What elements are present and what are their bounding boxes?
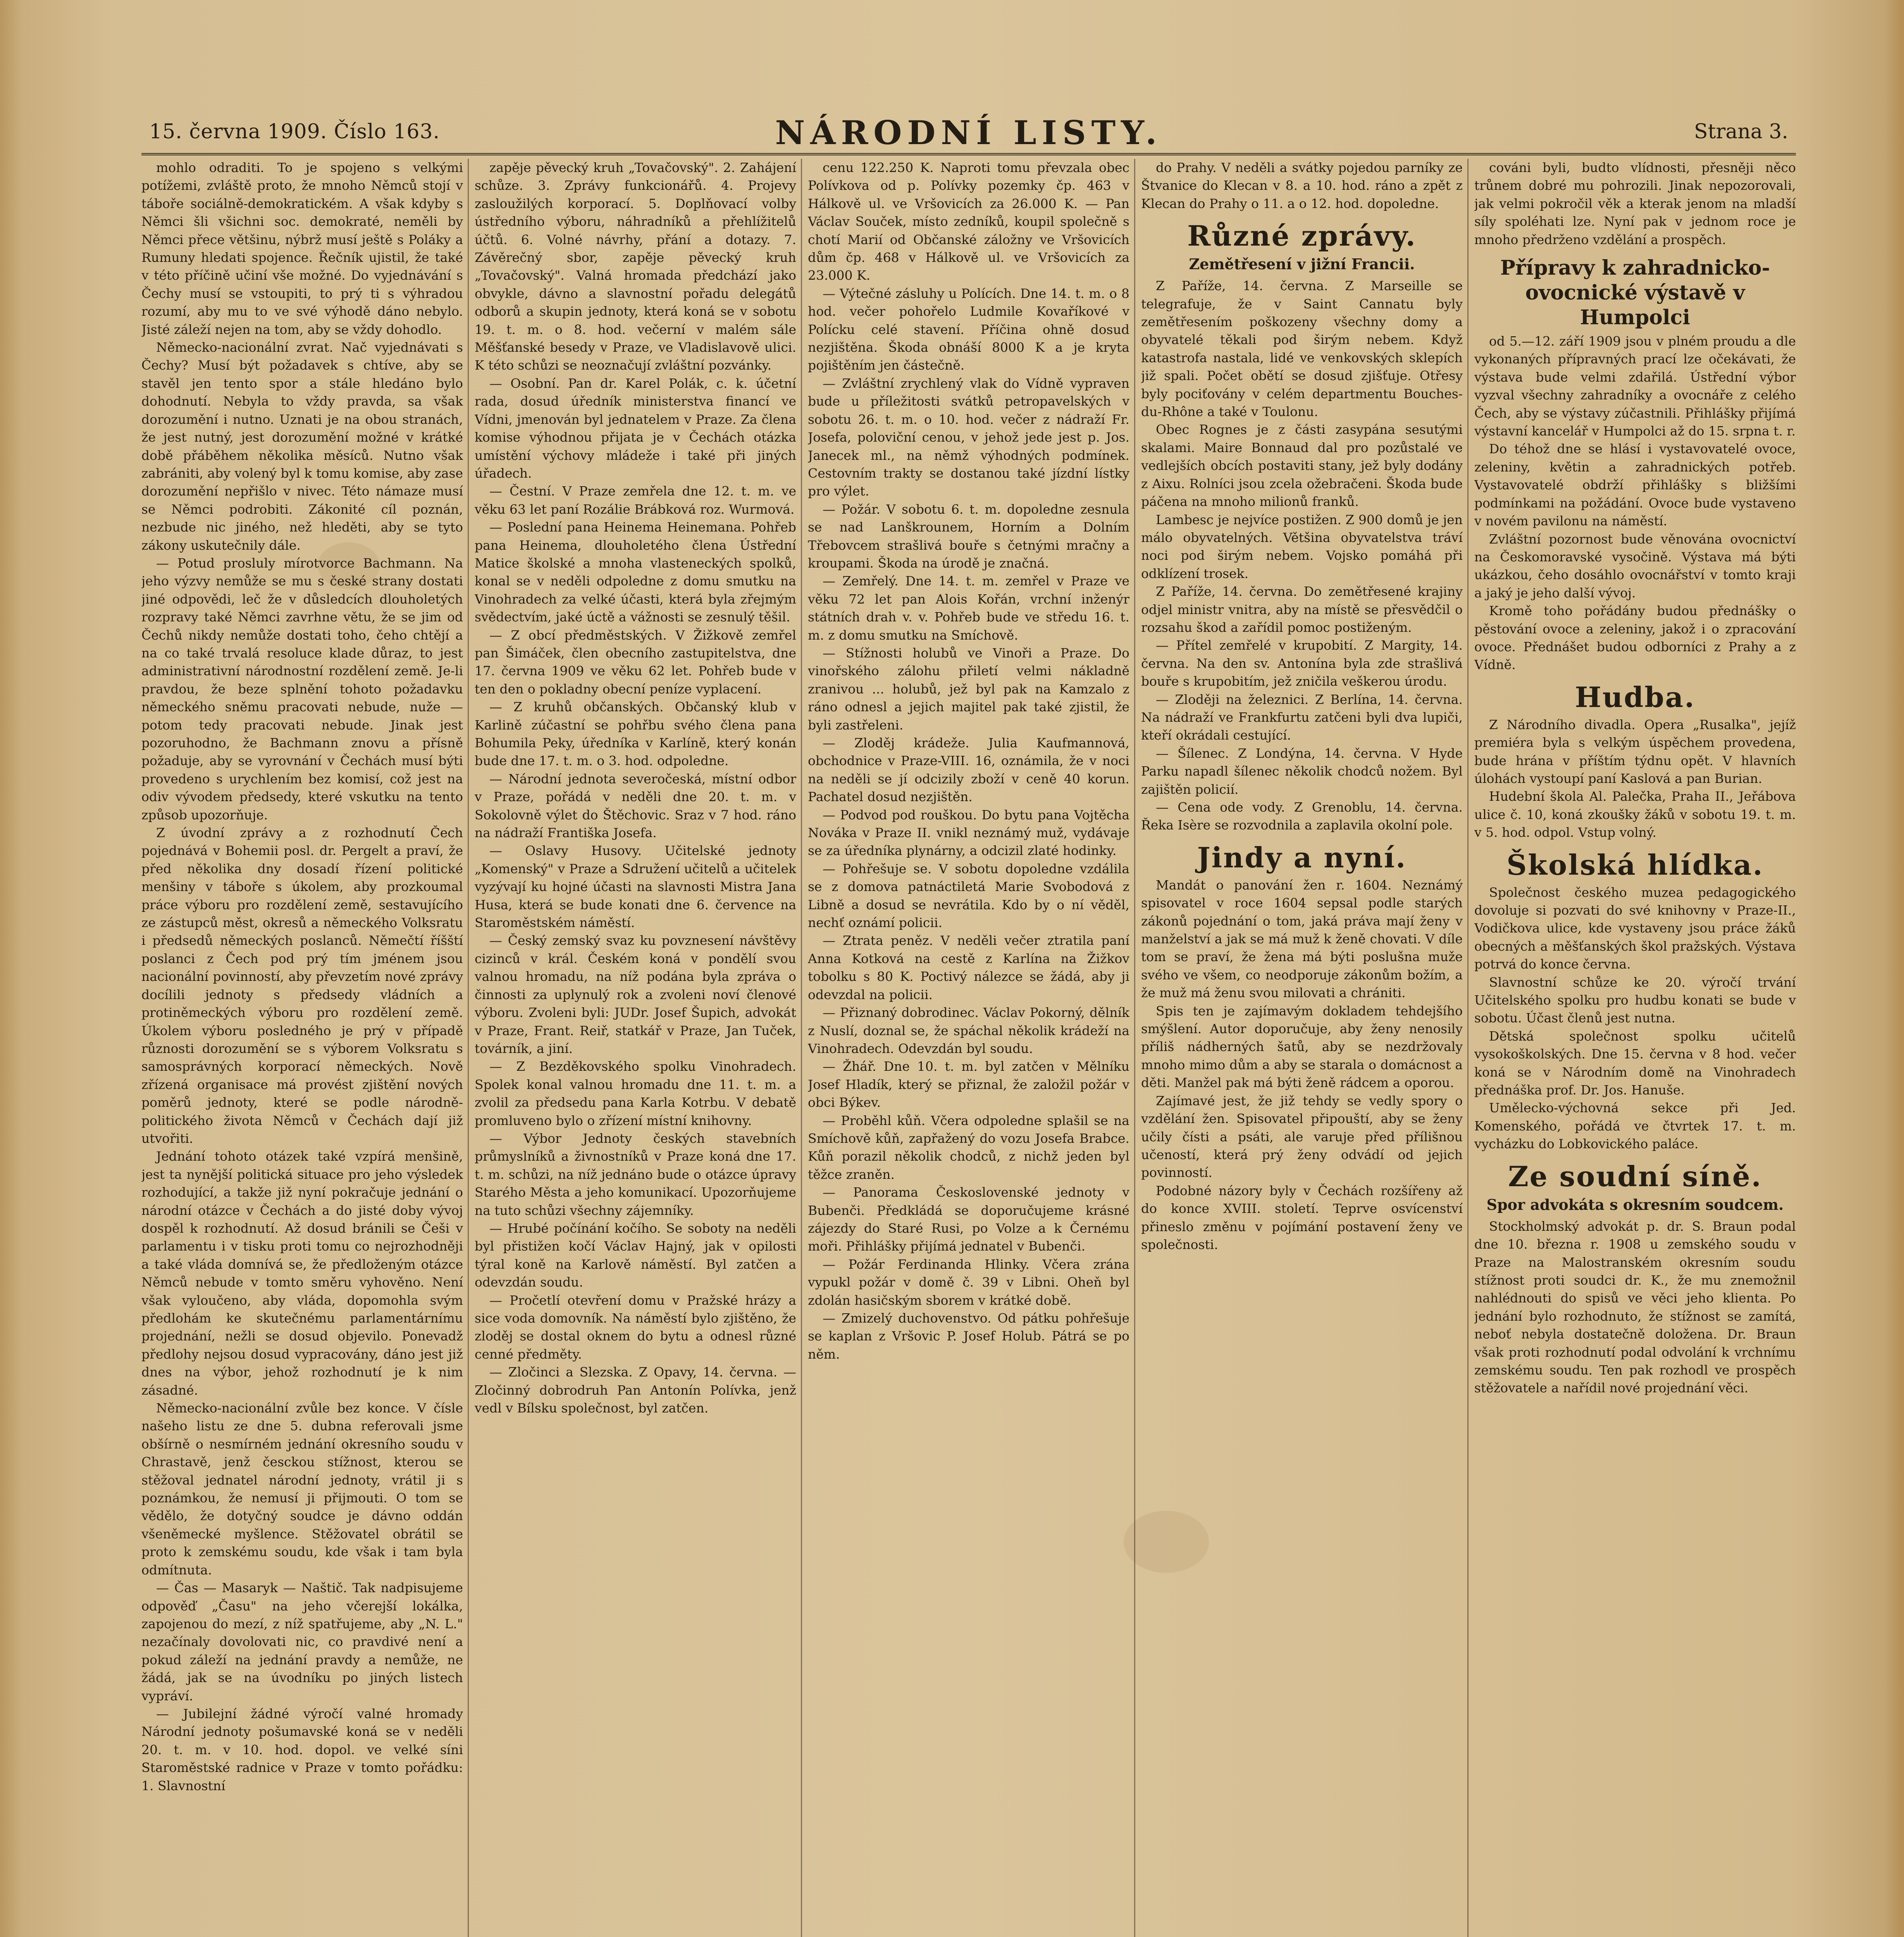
article-paragraph: Hudební škola Al. Palečka, Praha II., Jeřábova ulice č. 10, koná zkoušky žáků v sobotu 19. t. m. v 5. hod. odpol. Vstup volný. bbox=[1474, 789, 1796, 840]
page-header bbox=[141, 110, 1796, 155]
paper-edge-left bbox=[0, 0, 21, 1937]
article-paragraph: — Výtečné zásluhy u Polících. Dne 14. t. m. o 8 hod. večer pohořelo Ludmile Kovaříkové v Polícku celé stavení. Příčina ohně dosud nezjištěna. Škoda obnáší 8000 K a je kryta pojištěním jen částečně. bbox=[808, 286, 1129, 373]
article-paragraph: Z Paříže, 14. června. Z Marseille se telegrafuje, že v Saint Cannatu byly zemětřesením poškozeny všechny domy a obyvatelé těkali pod širým nebem. Když katastrofa nastala, lidé ve venkovských sklepích již spali. Počet obětí se dosud zjišťuje. Otřesy byly pociťovány v celém departmentu Bouches-du-Rhône a také v Toulonu. bbox=[1141, 278, 1463, 420]
article-paragraph: Do téhož dne se hlásí i vystavovatelé ovoce, zeleniny, květin a zahradnických potřeb. Vystavovatelé obdrží přihlášky s bližšími podmínkami na požádání. Ovoce bude vystaveno v novém pavilonu na náměstí. bbox=[1474, 441, 1796, 529]
section-heading: Různé zprávy. bbox=[1187, 219, 1417, 253]
article-paragraph: Z Národního divadla. Opera „Rusalka", jejíž premiéra byla s velkým úspěchem provedena, bude hrána v příštím týdnu opět. V hlavních úlohách vystoupí paní Kaslová a pan Burian. bbox=[1474, 717, 1796, 786]
article-paragraph: — Oslavy Husovy. Učitelské jednoty „Komenský" v Praze a Sdružení učitelů a učitelek vyzývají ku hojné účasti na slavnosti Mistra Jana Husa, která se bude konati dne 6. července na Staroměstském náměstí. bbox=[475, 843, 796, 931]
article-paragraph: Mandát o panování žen r. 1604. Neznámý spisovatel v roce 1604 sepsal podle starých zákonů pojednání o tom, jaká práva mají ženy v manželství a jak se má muž k ženě chovati. V díle tom se praví, že žena má býti poslušna muže svého ve všem, co neodporuje zákonům božím, a že muž má ženu svou milovati a chrániti. bbox=[1141, 877, 1463, 1001]
article-paragraph: Zvláštní pozornost bude věnována ovocnictví na Českomoravské vysočině. Výstava má býti ukázkou, čeho dosáhlo ovocnářství v tomto kraji a jaký je jeho další vývoj. bbox=[1474, 531, 1796, 600]
article-paragraph: — Jubilejní žádné výročí valné hromady Národní jednoty pošumavské koná se v neděli 20. t. m. v 10. hod. dopol. ve velké síni Staroměstské radnice v Praze v tomto pořádku: 1. Slavnostní bbox=[141, 1706, 463, 1793]
column-rule bbox=[468, 159, 469, 1937]
article-paragraph: — Přiznaný dobrodinec. Václav Pokorný, dělník z Nuslí, doznal se, že spáchal několik krádeží na Vinohradech. Odevzdán byl soudu. bbox=[808, 1005, 1129, 1056]
column-3 bbox=[808, 159, 1129, 1937]
article-paragraph: Z úvodní zprávy a z rozhodnutí Čech pojednává v Bohemii posl. dr. Pergelt a praví, že před několika dny dosadí řízení politické menšiny v táboře s úkolem, aby prozkoumal práce výboru pro rozdělení země, sestavujícího ze zástupců měst, okresů a německého Volksratu i předsedů německých poslanců. Němečtí říšští poslanci z Čech pod prý tím jménem jsou nacionální povinností, aby převzetím nové zprávy docílili jednoty s předsedy vládních a protiněmeckých výboru pro rozdělení země. Úkolem výboru posledného je prý v případě různosti dorozumění se s výborem Volksratu s samosprávných korporací německých. Nově zřízená organisace má provést zjištění nových poměrů jednoty, které se podle národně-politického života Němců v Čechách dají již utvořiti. bbox=[141, 825, 463, 1146]
article-paragraph: — Zloděj krádeže. Julia Kaufmannová, obchodnice v Praze-VIII. 16, oznámila, že v noci na neděli se jí odcizily zboží v ceně 40 korun. Pachatel dosud nezjištěn. bbox=[808, 735, 1129, 805]
article-paragraph: Kromě toho pořádány budou přednášky o pěstování ovoce a zeleniny, jakož i o zpracování ovoce. Přednášet budou odborníci z Prahy a z Vídně. bbox=[1474, 603, 1796, 673]
paper-edge-right bbox=[1885, 0, 1904, 1937]
article-paragraph: — Zemřelý. Dne 14. t. m. zemřel v Praze ve věku 72 let pan Alois Kořán, vrchní inženýr státních drah v. v. Pohřeb bude ve středu 16. t. m. z domu smutku na Smíchově. bbox=[808, 573, 1129, 643]
article-paragraph: — Pohřešuje se. V sobotu dopoledne vzdálila se z domova patnáctiletá Marie Svobodová z Libně a dosud se nevrátila. Kdo by o ní věděl, nechť oznámí policii. bbox=[808, 861, 1129, 931]
column-rule bbox=[1134, 159, 1135, 1937]
article-paragraph: Dětská společnost spolku učitelů vysokoškolských. Dne 15. června v 8 hod. večer koná se v Národním domě na Vinohradech přednáška prof. Dr. Jos. Hanuše. bbox=[1474, 1028, 1796, 1098]
article-paragraph: Německo-nacionální zvrat. Nač vyjednávati s Čechy? Musí být požadavek s chtíve, aby se stavěl jen tento spor a stále hledáno bylo dohodnutí. Nebyla to vždy pravda, sa však dorozumění i nutno. Uznati je na obou stranách, že jest nutný, jest dorozumění možné v krátké době přáběhem několika měsíců. Nutno však zabrániti, aby volený byl k tomu komise, aby zase dorozumění nepřišlo v nivec. Této námaze musí se Němci podrobiti. Zákonité cíl poznán, nezbude nic jiného, než hleděti, aby se tyto zákony uskutečnily dále. bbox=[141, 340, 463, 553]
section-heading: Jindy a nyní. bbox=[1197, 841, 1407, 874]
article-paragraph: — Poslední pana Heinema Heinemana. Pohřeb pana Heinema, dlouholetého člena Ústřední Matice školské a mnoha vlasteneckých spolků, konal se v neděli odpoledne z domu smutku na Vinohradech za velké účasti, která byla zřejmým svědectvím, jaké úctě a vážnosti se zesnulý těšil. bbox=[475, 520, 796, 625]
article-paragraph: do Prahy. V neděli a svátky pojedou parníky ze Štvanice do Klecan v 8. a 10. hod. ráno a zpět z Klecan do Prahy o 11. a o 12. hod. dopoledne. bbox=[1141, 160, 1463, 211]
section-heading: Hudba. bbox=[1575, 680, 1696, 714]
section-heading: Školská hlídka. bbox=[1506, 848, 1764, 881]
article-paragraph: — Ztrata peněz. V neděli večer ztratila paní Anna Kotková na cestě z Karlína na Žižkov tobolku s 80 K. Poctivý nálezce se žádá, aby ji odevzdal na policii. bbox=[808, 933, 1129, 1002]
page-number: Strana 3. bbox=[1694, 120, 1788, 143]
article-paragraph: Lambesc je nejvíce postižen. Z 900 domů je jen málo obyvatelných. Většina obyvatelstva tráví noci pod širým nebem. Vojsko pomáhá při odklízení trosek. bbox=[1141, 512, 1463, 581]
article-paragraph: — Čas — Masaryk — Naštič. Tak nadpisujeme odpověď „Času" na jeho včerejší lokálka, zapojenou do mezí, z níž spatřujeme, aby „N. L." nezačínaly dovolovati nic, co pravdivé není a pokud záleží na jednání pravdy a nemůže, ne žádá, jak se na úvodníku po jiných listech vypráví. bbox=[141, 1580, 463, 1703]
article-paragraph: mohlo odraditi. To je spojeno s velkými potížemi, zvláště proto, že mnoho Němců stojí v táboře sociálně-demokratickém. A však kdyby s Němci šli všichni soc. demokraté, neměli by Němci přece většinu, nýbrž musí ještě s Poláky a Rumuny hledati spojence. Řečník ujistil, že také v této příčině učiní vše možné. Do vyjednávání s Čechy musí se vstoupiti, to prý ti s výhradou rozumí, aby mu to ve své výhodě dáno nebylo. Jisté záleží nejen na tom, aby se vždy dohodlo. bbox=[141, 160, 463, 337]
article-paragraph: — Výbor Jednoty českých stavebních průmyslníků a živnostníků v Praze koná dne 17. t. m. schůzi, na níž jednáno bude o otázce úpravy Starého Města a jeho komunikací. Upozorňujeme na tuto schůzi všechny zájemníky. bbox=[475, 1130, 796, 1218]
article-paragraph: — Proběhl kůň. Včera odpoledne splašil se na Smíchově kůň, zapřažený do vozu Josefa Brabce. Kůň porazil několik chodců, z nichž jeden byl těžce zraněn. bbox=[808, 1113, 1129, 1182]
column-4 bbox=[1141, 159, 1463, 1937]
article-paragraph: — Potud prosluly mírotvorce Bachmann. Na jeho výzvy nemůže se mu s české strany dostati jiné odpovědi, leč že v důsledcích dlouholetých rozpravy také Němci zavrhne větu, že se jim od Čechů nikdy nemůže dostati toho, čeho chtějí a na co také trvalá resoluce klade důraz, to jest administrativní národnostní rozdělení země. Je-li pravdou, že beze splnění tohoto požadavku německého sněmu pracovati nebude, nuže — potom tedy pracovati nebude. Jinak jest pozoruhodno, že Bachmann znovu a přísně požaduje, aby se vyrovnání v Čechách musí býti provedeno s urychlením bez komisí, což jest na odiv vývodem předsedy, které vskutku na tento způsob upozorňuje. bbox=[141, 555, 463, 822]
article-paragraph: — Přítel zemřelé v krupobití. Z Margity, 14. června. Na den sv. Antonína byla zde strašlivá bouře s krupobitím, jež zničila veškerou úrodu. bbox=[1141, 638, 1463, 689]
article-paragraph: Slavnostní schůze ke 20. výročí trvání Učitelského spolku pro hudbu konati se bude v sobotu. Účast členů jest nutna. bbox=[1474, 974, 1796, 1026]
article-paragraph: — Požár. V sobotu 6. t. m. dopoledne zesnula se nad Lanškrounem, Horním a Dolním Třebovcem strašlivá bouře s četnými mračny a kroupami. Škoda na úrodě je značná. bbox=[808, 501, 1129, 571]
article-paragraph: — Z Bezděkovského spolku Vinohradech. Spolek konal valnou hromadu dne 11. t. m. a zvolil za předsedu pana Karla Kotrbu. V debatě promluveno bylo o zřízení místní knihovny. bbox=[475, 1059, 796, 1128]
article-paragraph: — Zvláštní zrychlený vlak do Vídně vypraven bude u příležitosti svátků petropavelských v sobotu 26. t. m. o 10. hod. večer z nádraží Fr. Josefa, poloviční cenou, v jehož jede jest p. Jos. Janecek ml., na němž výhodných podmínek. Cestovním trakty se dostanou také jízdní lístky pro výlet. bbox=[808, 375, 1129, 499]
column-1 bbox=[141, 159, 463, 1937]
article-paragraph: — Šílenec. Z Londýna, 14. června. V Hyde Parku napadl šílenec několik chodců nožem. Byl zajištěn policií. bbox=[1141, 745, 1463, 797]
article-paragraph: — Čestní. V Praze zemřela dne 12. t. m. ve věku 63 let paní Rozálie Brábková roz. Wurmová. bbox=[475, 483, 796, 517]
article-paragraph: Podobné názory byly v Čechách rozšířeny až do konce XVIII. století. Teprve osvícenství přineslo změnu v pojímání postavení ženy ve společnosti. bbox=[1141, 1183, 1463, 1252]
article-paragraph: cováni byli, budto vlídnosti, přesněji něco trůnem dobré mu pohrozili. Jinak nepozorovali, jak velmi pokročil věk a kterak jenom na mladší síly spoléhati lze. Nyní pak v jednom roce je mnoho předrženo vzdělání a prospěch. bbox=[1474, 160, 1796, 247]
article-paragraph: — Pročetlí otevření domu v Pražské hrázy a sice voda domovník. Na náměstí bylo zjištěno, že zloděj se dostal oknem do bytu a odnesl různé cenné předměty. bbox=[475, 1292, 796, 1362]
article-paragraph: Obec Rognes je z části zasypána sesutými skalami. Maire Bonnaud dal pro pozůstalé ve vedlejších obcích postaviti stany, jež byly dodány z Aixu. Rolníci jsou zcela ožebračeni. Škoda bude páčena na mnoho milionů franků. bbox=[1141, 422, 1463, 509]
article-paragraph: Zajímavé jest, že již tehdy se vedly spory o vzdělání žen. Spisovatel připouští, aby se ženy učily čísti a psáti, ale varuje před přílišnou učeností, která prý ženy odvádí od jejich povinností. bbox=[1141, 1093, 1463, 1180]
article-paragraph: — Podvod pod rouškou. Do bytu pana Vojtěcha Nováka v Praze II. vnikl neznámý muž, vydávaje se za úředníka plynárny, a odcizil zlaté hodinky. bbox=[808, 807, 1129, 858]
article-paragraph: — Národní jednota severočeská, místní odbor v Praze, pořádá v neděli dne 20. t. m. v Sokolovně výlet do Štěchovic. Sraz v 7 hod. ráno na nádraží Františka Josefa. bbox=[475, 771, 796, 841]
article-paragraph: — Cena ode vody. Z Grenoblu, 14. června. Řeka Isère se rozvodnila a zaplavila okolní pole. bbox=[1141, 800, 1463, 833]
article-paragraph: Německo-nacionální zvůle bez konce. V čísle našeho listu ze dne 5. dubna referovali jsme obšírně o nesmírném jednání okresního soudu v Chrastavě, jenž česckou stížnost, kterou se stěžoval jednatel národní jednoty, vrátil ji s poznámkou, že nemusí ji přijmouti. O tom se vědělo, že dotyčný soudce je dávno oddán všeněmecké myšlence. Stěžovatel obrátil se proto k zemskému soudu, kde však i tam byla odmítnuta. bbox=[141, 1400, 463, 1577]
article-paragraph: Stockholmský advokát p. dr. S. Braun podal dne 10. března r. 1908 u zemského soudu v Praze na Malostranském okresním soudu stížnost proti soudci dr. K., že mu znemožnil nahlédnouti do spisů ve věci jeho klienta. Po jednání bylo rozhodnuto, že stížnost se zamítá, neboť nebyla dostatečně doložena. Dr. Braun však proti rozhodnutí podal odvolání k vrchnímu zemskému soudu. Ten pak rozhodl ve prospěch stěžovatele a nařídil nové projednání věci. bbox=[1474, 1218, 1796, 1396]
article-paragraph: — Český zemský svaz ku povznesení návštěvy cizinců v král. Českém koná v pondělí svou valnou hromadu, na níž podána byla zpráva o činnosti za uplynulý rok a zvoleni noví členové výboru. Zvoleni byli: JUDr. Josef Šupich, advokát v Praze, Frant. Reiř, statkář v Praze, Jan Tuček, továrník, a jiní. bbox=[475, 933, 796, 1056]
section-heading: Ze soudní síně. bbox=[1508, 1159, 1762, 1193]
article-paragraph: — Z kruhů občanských. Občanský klub v Karlině zúčastní se pohřbu svého člena pana Bohumila Peky, úředníka v Karlíně, který konán bude dne 17. t. m. o 3. hod. odpoledne. bbox=[475, 699, 796, 769]
article-paragraph: — Hrubé počínání kočího. Se soboty na neděli byl přistižen kočí Václav Hajný, jak v opilosti týral koně na Karlově náměstí. Byl zatčen a odevzdán soudu. bbox=[475, 1220, 796, 1290]
column-rule bbox=[801, 159, 802, 1937]
article-paragraph: — Z obcí předměstských. V Žižkově zemřel pan Šimáček, člen obecního zastupitelstva, dne 17. června 1909 ve věku 62 let. Pohřeb bude v ten den o pokladny obecní peníze vyplacení. bbox=[475, 627, 796, 697]
article-paragraph: od 5.—12. září 1909 jsou v plném proudu a dle vykonaných přípravných prací lze očekávati, že výstava bude velmi zdařilá. Ústřední výbor vyzval všechny zahradníky a ovocnáře z celého Čech, aby se výstavy zúčastnili. Přihlášky přijímá výstavní kancelář v Humpolci až do 15. srpna t. r. bbox=[1474, 334, 1796, 439]
column-rule bbox=[1467, 159, 1468, 1937]
column-2 bbox=[475, 159, 796, 1937]
article-paragraph: — Žhář. Dne 10. t. m. byl zatčen v Mělníku Josef Hladík, který se přiznal, že založil požár v obci Býkev. bbox=[808, 1059, 1129, 1110]
article-subheading: Zemětřesení v jižní Francii. bbox=[1189, 255, 1415, 273]
article-paragraph: — Zmizelý duchovenstvo. Od pátku pohřešuje se kaplan z Vršovic P. Josef Holub. Pátrá se po něm. bbox=[808, 1311, 1129, 1362]
article-headline: Přípravy k zahradnicko-ovocnické výstavě v Humpolci bbox=[1500, 256, 1770, 330]
issue-date: 15. června 1909. Číslo 163. bbox=[149, 120, 440, 143]
article-paragraph: Z Paříže, 14. června. Do zemětřesené krajiny odjel ministr vnitra, aby na místě se přesvědčil o rozsahu škod a zařídil pomoc postiženým. bbox=[1141, 584, 1463, 635]
article-paragraph: — Zloději na železnici. Z Berlína, 14. června. Na nádraží ve Frankfurtu zatčeni byli dva lupiči, kteří okrádali cestující. bbox=[1141, 692, 1463, 743]
article-paragraph: — Zločinci a Slezska. Z Opavy, 14. června. — Zločinný dobrodruh Pan Antonín Polívka, jenž vedl v Bílsku společnost, byl zatčen. bbox=[475, 1364, 796, 1416]
article-paragraph: — Panorama Československé jednoty v Bubenči. Předkládá se doporučujeme krásné zájezdy do Staré Rusi, po Volze a k Černému moři. Přihlášky přijímá jednatel v Bubenči. bbox=[808, 1185, 1129, 1254]
article-paragraph: — Stížnosti holubů ve Vinoři a Praze. Do vinořského zálohu přiletí velmi nákladně zranivou ... holubů, jež byl pak na Kamzalo z ráno odnesl a jejich majitel pak také zjistil, že byli zastřeleni. bbox=[808, 645, 1129, 733]
article-paragraph: Umělecko-výchovná sekce při Jed. Komenského, pořádá ve čtvrtek 17. t. m. vycházku do Lobkovického paláce. bbox=[1474, 1100, 1796, 1152]
article-paragraph: — Požár Ferdinanda Hlinky. Včera zrána vypukl požár v domě č. 39 v Libni. Oheň byl zdolán hasičským sborem v krátké době. bbox=[808, 1256, 1129, 1308]
article-paragraph: — Osobní. Pan dr. Karel Polák, c. k. účetní rada, dosud úředník ministerstva financí ve Vídni, jmenován byl jednatelem v Praze. Za člena komise výhodnou přijata je v Čechách otázka umístění výchovy mládeže i také při jiných úřadech. bbox=[475, 375, 796, 481]
article-paragraph: Spis ten je zajímavým dokladem tehdejšího smýšlení. Autor doporučuje, aby ženy nenosily příliš nádherných šatů, aby se nezdržovaly mnoho mimo dům a aby se starala o domácnost a děti. Manžel pak má býti ženě rádcem a oporou. bbox=[1141, 1003, 1463, 1091]
column-5 bbox=[1474, 159, 1796, 1937]
article-paragraph: cenu 122.250 K. Naproti tomu převzala obec Polívkova od p. Polívky pozemky čp. 463 v Hálkově ul. ve Vršovicích za 26.000 K. — Pan Václav Souček, místo zedníků, koupil společně s chotí Marií od Občanské záložny ve Vršovicích dům čp. 468 v Hálkově ul. ve Vršovicích za 23.000 K. bbox=[808, 160, 1129, 283]
article-paragraph: Jednání tohoto otázek také vzpírá menšině, jest ta nynější politická situace pro jeho výsledek rozhodující, a takže již nyní pokračuje jednání o národní otázce v Čechách a do jisté doby vývoj dospěl k rozhodnutí. Až dosud bránili se Češi v parlamentu i v tisku proti tomu co nejrozhodněji a také vláda domnívá se, že předloženým otázce Němců nebude v tomto směru vyhověno. Není však vyloučeno, aby vláda, dopomohla svým předlohám ke skutečnému parlamentárnímu projednání, nežli se dosud objevilo. Ponevadž předlohy nejsou dosud vypracovány, dáno jest již dnes na výbor, jehož rozhodnutí je k nim zásadné. bbox=[141, 1149, 463, 1398]
masthead-title: NÁRODNÍ LISTY. bbox=[775, 114, 1162, 152]
article-subheading: Spor advokáta s okresním soudcem. bbox=[1486, 1196, 1784, 1213]
article-paragraph: Společnost českého muzea pedagogického dovoluje si pozvati do své knihovny v Praze-II., Vodičkova ulice, kde vystaveny jsou práce žáků obecných a měšťanských škol pražských. Výstava potrvá do konce června. bbox=[1474, 884, 1796, 972]
article-paragraph: zapěje pěvecký kruh „Tovačovský". 2. Zahájení schůze. 3. Zprávy funkcionářů. 4. Projevy zasloužilých korporací. 5. Doplňovací volby ústředního výboru, náhradníků a přehlížitelů účtů. 6. Volné návrhy, přání a dotazy. 7. Závěrečný sbor, zapěje pěvecký kruh „Tovačovský". Valná hromada předchází jako obvykle, dávno a slavnostní pořadu delegátů odborů a skupin jednoty, která koná se v sobotu 19. t. m. o 8. hod. večerní v malém sále Měšťanské besedy v Praze, ve Vladislavově ulici. K této schůzi se neoznačují zvláštní pozvánky. bbox=[475, 160, 796, 373]
